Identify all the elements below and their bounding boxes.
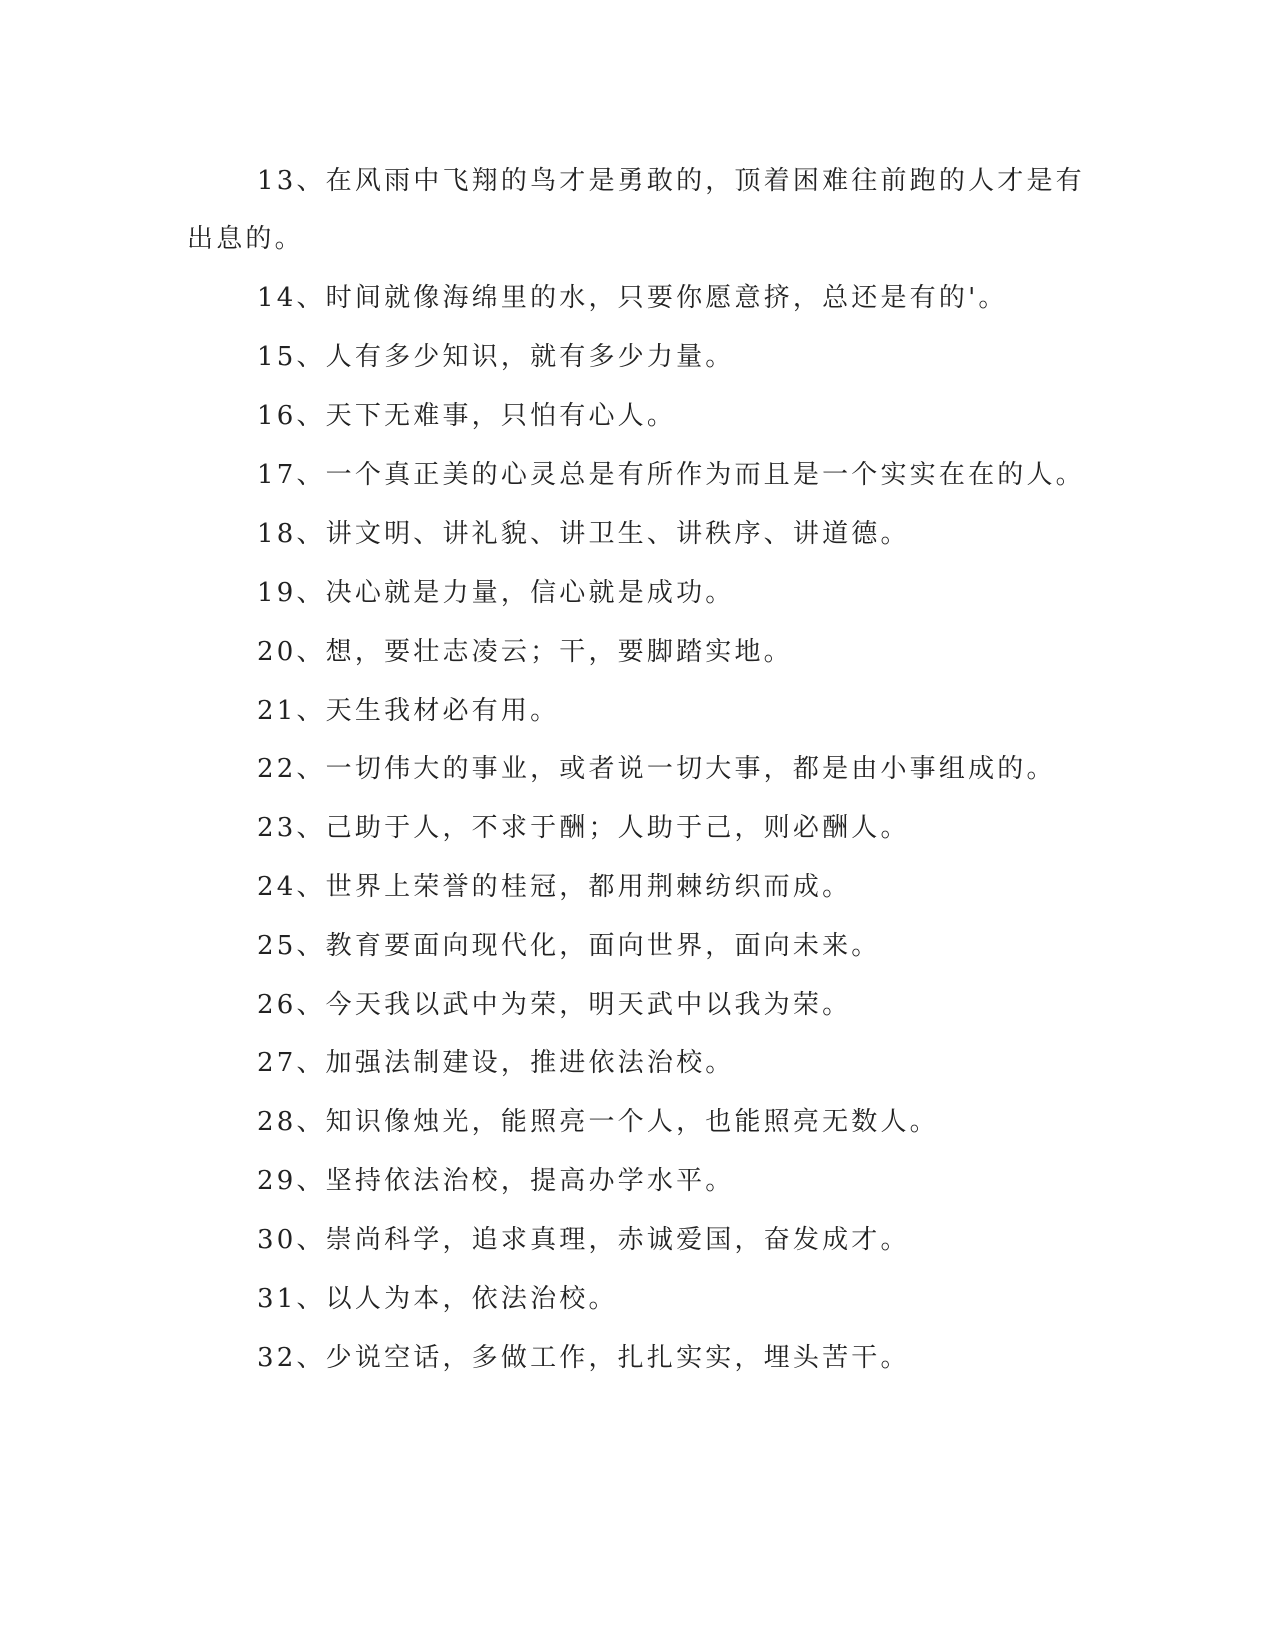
- paragraph-21: 21、天生我材必有用。: [257, 696, 560, 726]
- paragraph-23: 23、己助于人，不求于酬；人助于己，则必酬人。: [257, 813, 910, 843]
- paragraph-28: 28、知识像烛光，能照亮一个人，也能照亮无数人。: [257, 1107, 939, 1137]
- paragraph-17: 17、一个真正美的心灵总是有所作为而且是一个实实在在的人。: [257, 460, 1085, 490]
- paragraph-20: 20、想，要壮志凌云；干，要脚踏实地。: [257, 637, 793, 667]
- paragraph-13-line-1: 13、在风雨中飞翔的鸟才是勇敢的，顶着困难往前跑的人才是有: [257, 166, 1085, 196]
- paragraph-16: 16、天下无难事，只怕有心人。: [257, 401, 677, 431]
- paragraph-29: 29、坚持依法治校，提高办学水平。: [257, 1166, 735, 1196]
- paragraph-27: 27、加强法制建设，推进依法治校。: [257, 1048, 735, 1078]
- paragraph-24: 24、世界上荣誉的桂冠，都用荆棘纺织而成。: [257, 872, 852, 902]
- paragraph-18: 18、讲文明、讲礼貌、讲卫生、讲秩序、讲道德。: [257, 519, 910, 549]
- paragraph-14: 14、时间就像海绵里的水，只要你愿意挤，总还是有的'。: [257, 283, 1008, 313]
- paragraph-32: 32、少说空话，多做工作，扎扎实实，埋头苦干。: [257, 1343, 910, 1373]
- paragraph-13-line-2: 出息的。: [187, 224, 304, 254]
- paragraph-19: 19、决心就是力量，信心就是成功。: [257, 578, 735, 608]
- paragraph-30: 30、崇尚科学，追求真理，赤诚爱国，奋发成才。: [257, 1225, 910, 1255]
- paragraph-15: 15、人有多少知识，就有多少力量。: [257, 342, 735, 372]
- paragraph-25: 25、教育要面向现代化，面向世界，面向未来。: [257, 931, 881, 961]
- paragraph-31: 31、以人为本，依法治校。: [257, 1284, 618, 1314]
- paragraph-22: 22、一切伟大的事业，或者说一切大事，都是由小事组成的。: [257, 754, 1056, 784]
- paragraph-26: 26、今天我以武中为荣，明天武中以我为荣。: [257, 990, 852, 1020]
